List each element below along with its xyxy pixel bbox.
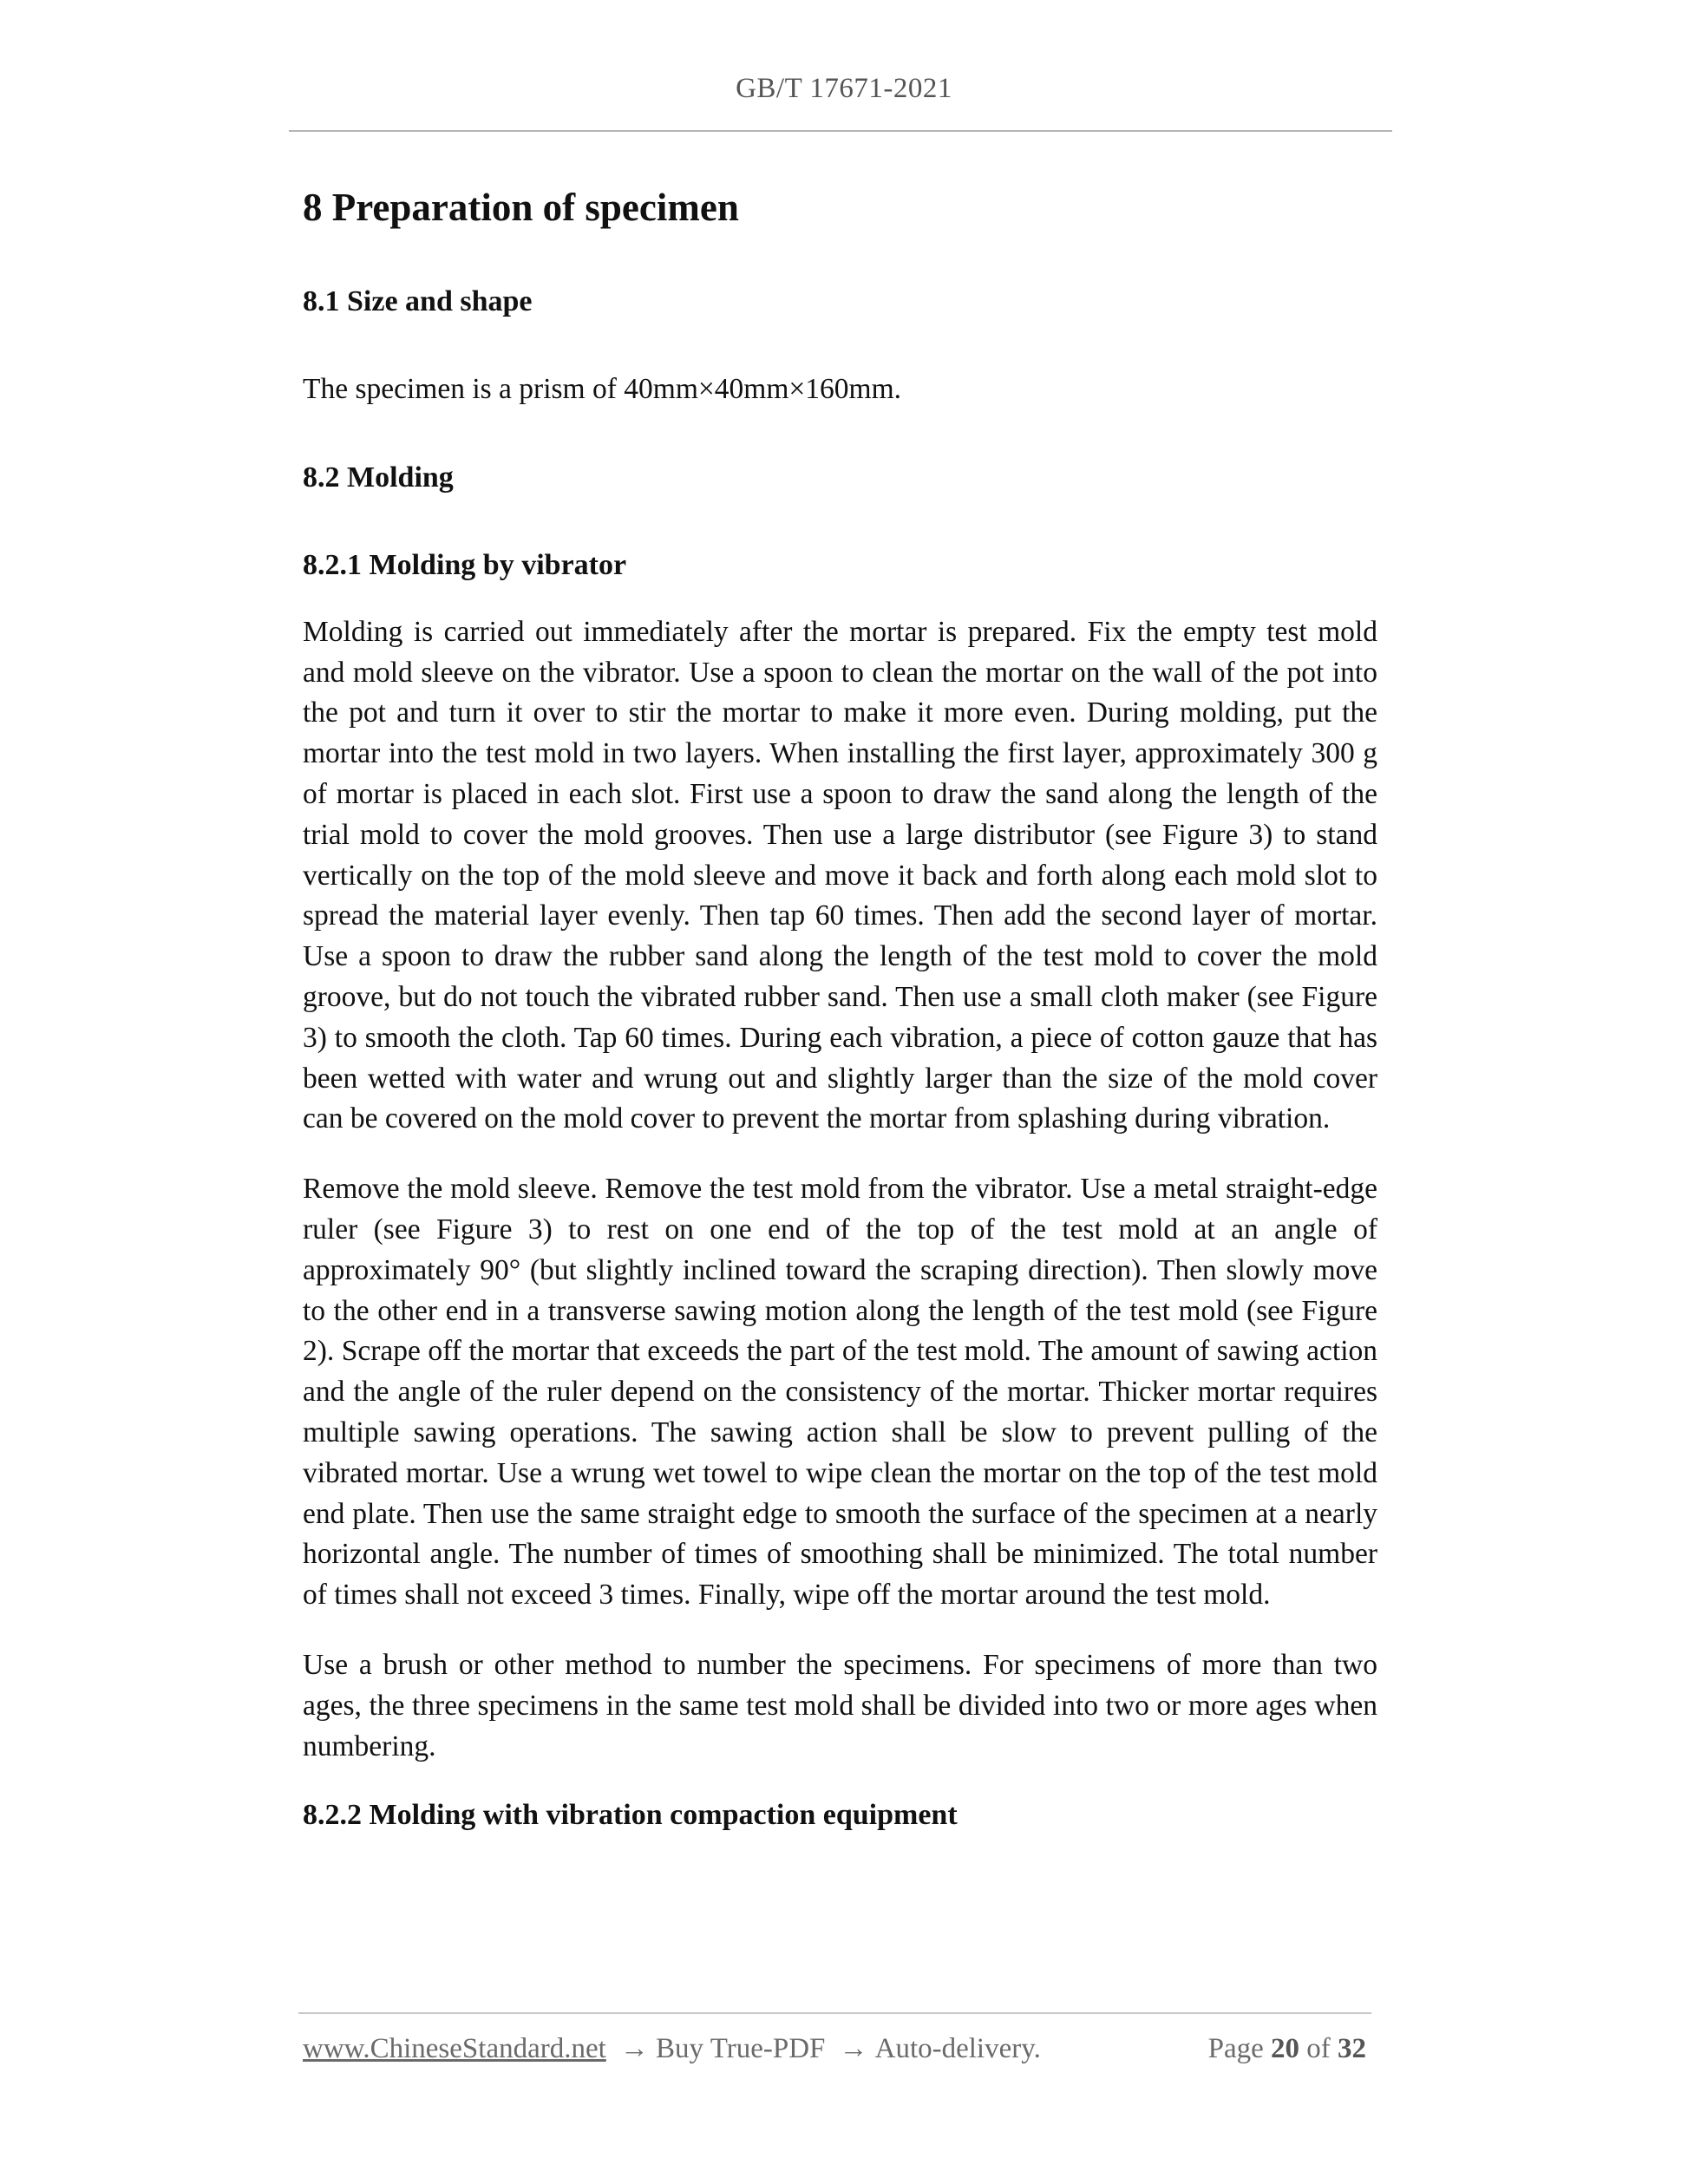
paragraph-molding-procedure: Molding is carried out immediately after the mortar is prepared. Fix the empty test mold and mold sleeve on the vibrator. Use a spoon to clean the mortar on the wall of the pot into the pot and turn it over to stir the mortar to make it more even. During molding, put the mortar into the test mold in two layers. When installing the first layer, approximately 300 g of mortar is placed in each slot. First use a spoon to draw the sand along the length of the trial mold to cover the mold grooves. Then use a large distributor (see Figure 3) to stand vertically on the top of the mold sleeve and move it back and forth along each mold slot to spread the material layer evenly. Then tap 60 times. Then add the second layer of mortar. Use a spoon to draw the rubber sand along the length of the test mold to cover the mold groove, but do not touch the vibrated rubber sand. Then use a small cloth maker (see Figure 3) to smooth the cloth. Tap 60 times. During each vibration, a piece of cotton gauze that has been wetted with water and wrung out and slightly larger than the size of the mold cover can be covered on the mold cover to prevent the mortar from splashing during vibration. xyxy=(303,615,1377,1135)
section-8-2-heading: 8.2 Molding xyxy=(303,461,454,494)
arrow-right-icon: → xyxy=(839,2033,868,2064)
paragraph-mold-sleeve-removal: Remove the mold sleeve. Remove the test mold from the vibrator. Use a metal straight-edge ruler (see Figure 3) to rest on one end of the top of the test mold at an angle of approximately 90° (but slightly inclined toward the scraping direction). Then slowly move to the other end in a transverse sawing motion along the length of the test mold (see Figure 2). Scrape off the mortar that exceeds the part of the test mold. The amount of sawing action and the angle of the ruler depend on the consistency of the mortar. Thicker mortar requires multiple sawing operations. The sawing action shall be slow to prevent pulling of the vibrated mortar. Use a wrung wet towel to wipe clean the mortar on the top of the test mold end plate. Then use the same straight edge to smooth the surface of the specimen at a nearly horizontal angle. The number of times of smoothing shall be minimized. The total number of times shall not exceed 3 times. Finally, wipe off the mortar around the test mold. xyxy=(303,1173,1377,1612)
page-header-doc-id: GB/T 17671-2021 xyxy=(736,73,952,104)
buy-true-pdf-text: Buy True-PDF xyxy=(656,2033,826,2064)
footer-divider xyxy=(298,2012,1371,2014)
header-divider xyxy=(289,130,1392,132)
paragraph-specimen-numbering: Use a brush or other method to number the specimens. For specimens of more than two ages, the three specimens in the same test mold shall be divided into two or more ages when numbering. xyxy=(303,1648,1377,1762)
section-8-2-2-heading: 8.2.2 Molding with vibration compaction equipment xyxy=(303,1799,958,1832)
page-indicator xyxy=(1208,2033,1366,2065)
site-link[interactable]: www.ChineseStandard.net xyxy=(303,2033,606,2064)
section-8-2-1-heading: 8.2.1 Molding by vibrator xyxy=(303,548,627,581)
auto-delivery-text: Auto-delivery. xyxy=(874,2033,1041,2064)
document-body xyxy=(303,179,1377,1836)
page-of-label: of xyxy=(1306,2033,1331,2064)
arrow-right-icon: → xyxy=(620,2033,650,2064)
chapter-heading: 8 Preparation of specimen xyxy=(303,186,739,229)
page-label: Page xyxy=(1207,2033,1264,2064)
section-8-1-text: The specimen is a prism of 40mm×40mm×160mm. xyxy=(303,373,902,405)
page-current: 20 xyxy=(1271,2033,1299,2064)
page-total: 32 xyxy=(1338,2033,1366,2064)
section-8-1-heading: 8.1 Size and shape xyxy=(303,285,533,317)
footer-promo xyxy=(303,2033,1041,2065)
